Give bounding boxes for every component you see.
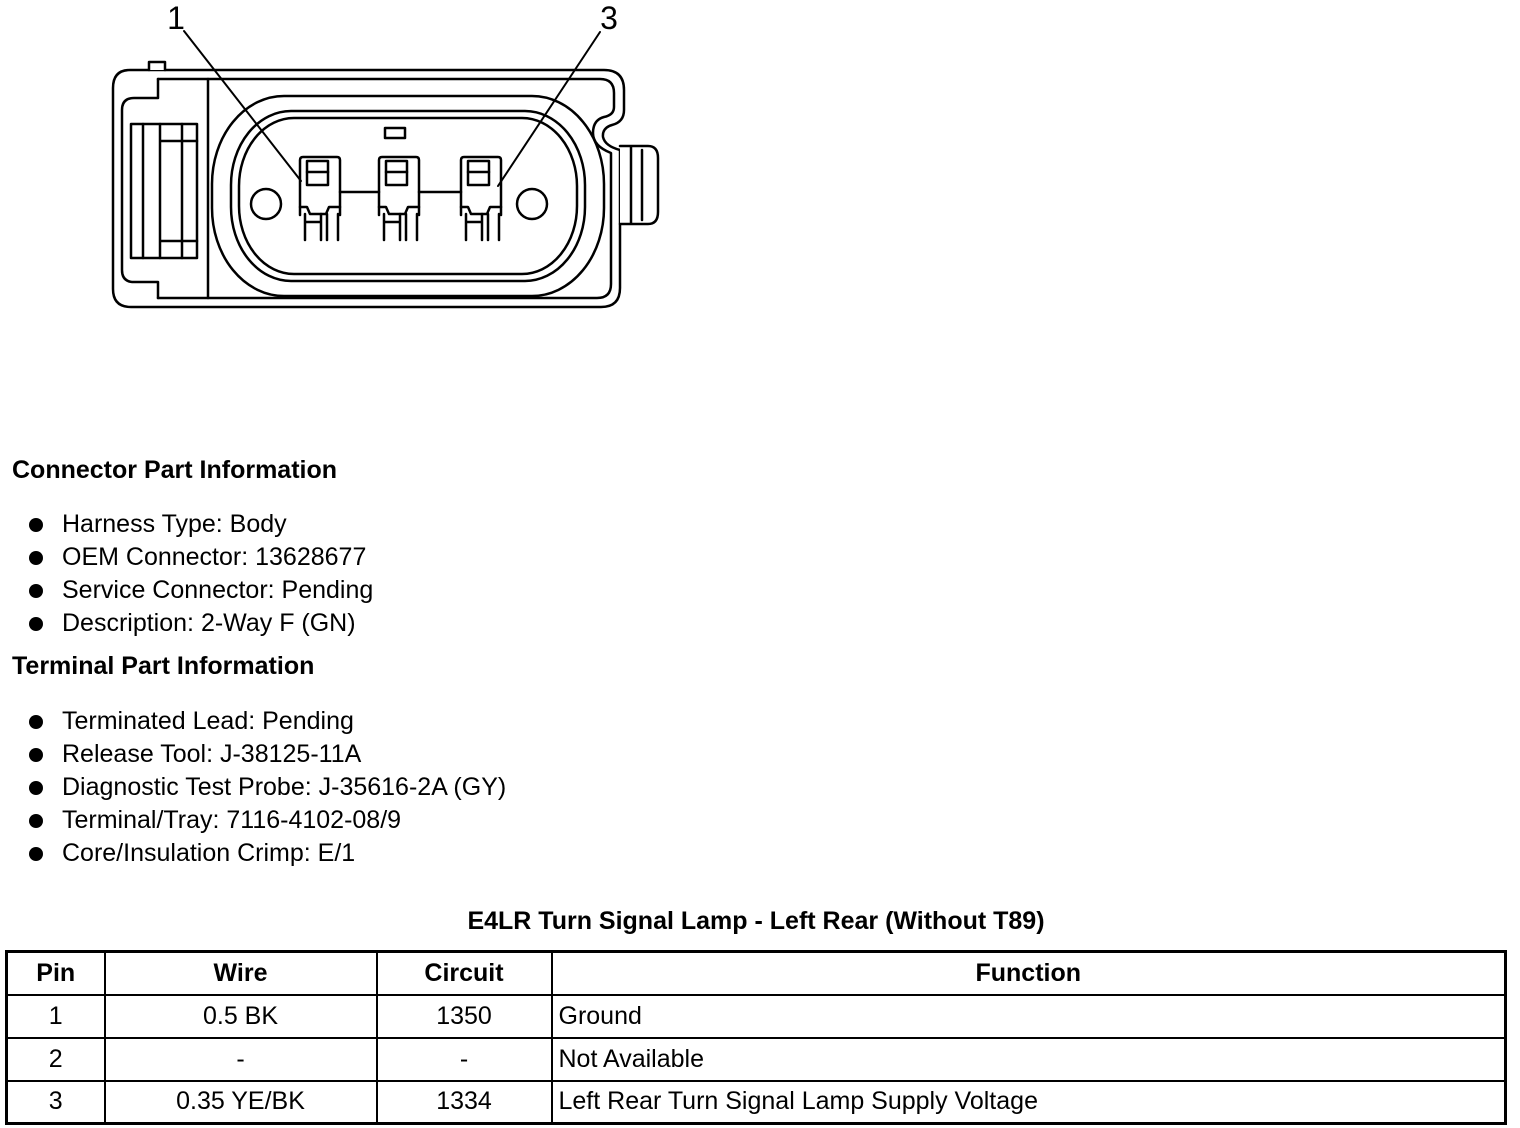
list-item-text: Service Connector: Pending xyxy=(62,576,374,604)
list-item xyxy=(0,705,506,738)
cell-circuit: 1334 xyxy=(377,1081,552,1124)
list-item-text: Terminated Lead: Pending xyxy=(62,707,354,735)
bullet-icon xyxy=(29,518,43,532)
pin-callout-3: 3 xyxy=(600,0,618,36)
list-item xyxy=(0,837,506,870)
housing-outline xyxy=(113,70,624,307)
cell-function: Ground xyxy=(552,995,1506,1038)
cell-pin: 3 xyxy=(7,1081,105,1124)
cell-wire: - xyxy=(105,1038,377,1081)
list-item-text: OEM Connector: 13628677 xyxy=(62,543,367,571)
table-row xyxy=(7,995,1506,1038)
cell-wire: 0.35 YE/BK xyxy=(105,1081,377,1124)
cell-circuit: - xyxy=(377,1038,552,1081)
bullet-icon xyxy=(29,584,43,598)
list-item-text: Core/Insulation Crimp: E/1 xyxy=(62,839,356,867)
cell-wire: 0.5 BK xyxy=(105,995,377,1038)
terminal-part-info-list xyxy=(0,705,506,870)
bullet-icon xyxy=(29,551,43,565)
list-item xyxy=(0,771,506,804)
connector-part-info-list xyxy=(0,508,373,640)
list-item xyxy=(0,804,506,837)
bullet-icon xyxy=(29,781,43,795)
list-item xyxy=(0,541,373,574)
top-lock-tab xyxy=(149,62,165,70)
side-latch-tab xyxy=(620,146,658,224)
cell-circuit: 1350 xyxy=(377,995,552,1038)
bullet-icon xyxy=(29,715,43,729)
list-item xyxy=(0,574,373,607)
list-item xyxy=(0,607,373,640)
list-item xyxy=(0,738,506,771)
list-item-text: Harness Type: Body xyxy=(62,510,287,538)
keying-rib xyxy=(385,128,405,138)
list-item-text: Release Tool: J-38125-11A xyxy=(62,740,362,768)
bullet-icon xyxy=(29,814,43,828)
list-item-text: Diagnostic Test Probe: J-35616-2A (GY) xyxy=(62,773,507,801)
table-row xyxy=(7,1038,1506,1081)
column-header-pin: Pin xyxy=(7,952,105,995)
list-item-text: Description: 2-Way F (GN) xyxy=(62,609,356,637)
bullet-icon xyxy=(29,748,43,762)
cell-pin: 1 xyxy=(7,995,105,1038)
pin-callout-1: 1 xyxy=(167,0,185,36)
cell-function: Left Rear Turn Signal Lamp Supply Voltage xyxy=(552,1081,1506,1124)
pinout-table xyxy=(5,950,1507,1125)
cell-pin: 2 xyxy=(7,1038,105,1081)
list-item xyxy=(0,508,373,541)
bullet-icon xyxy=(29,847,43,861)
table-row xyxy=(7,1081,1506,1124)
bullet-icon xyxy=(29,617,43,631)
terminal-part-info-heading: Terminal Part Information xyxy=(12,652,315,680)
cell-function: Not Available xyxy=(552,1038,1506,1081)
column-header-wire: Wire xyxy=(105,952,377,995)
connector-part-info-heading: Connector Part Information xyxy=(12,456,338,484)
column-header-function: Function xyxy=(552,952,1506,995)
connector-face-diagram xyxy=(0,0,700,320)
pinout-table-title: E4LR Turn Signal Lamp - Left Rear (Without T89) xyxy=(467,907,1045,935)
column-header-circuit: Circuit xyxy=(377,952,552,995)
list-item-text: Terminal/Tray: 7116-4102-08/9 xyxy=(62,806,402,834)
table-header-row xyxy=(7,952,1506,995)
